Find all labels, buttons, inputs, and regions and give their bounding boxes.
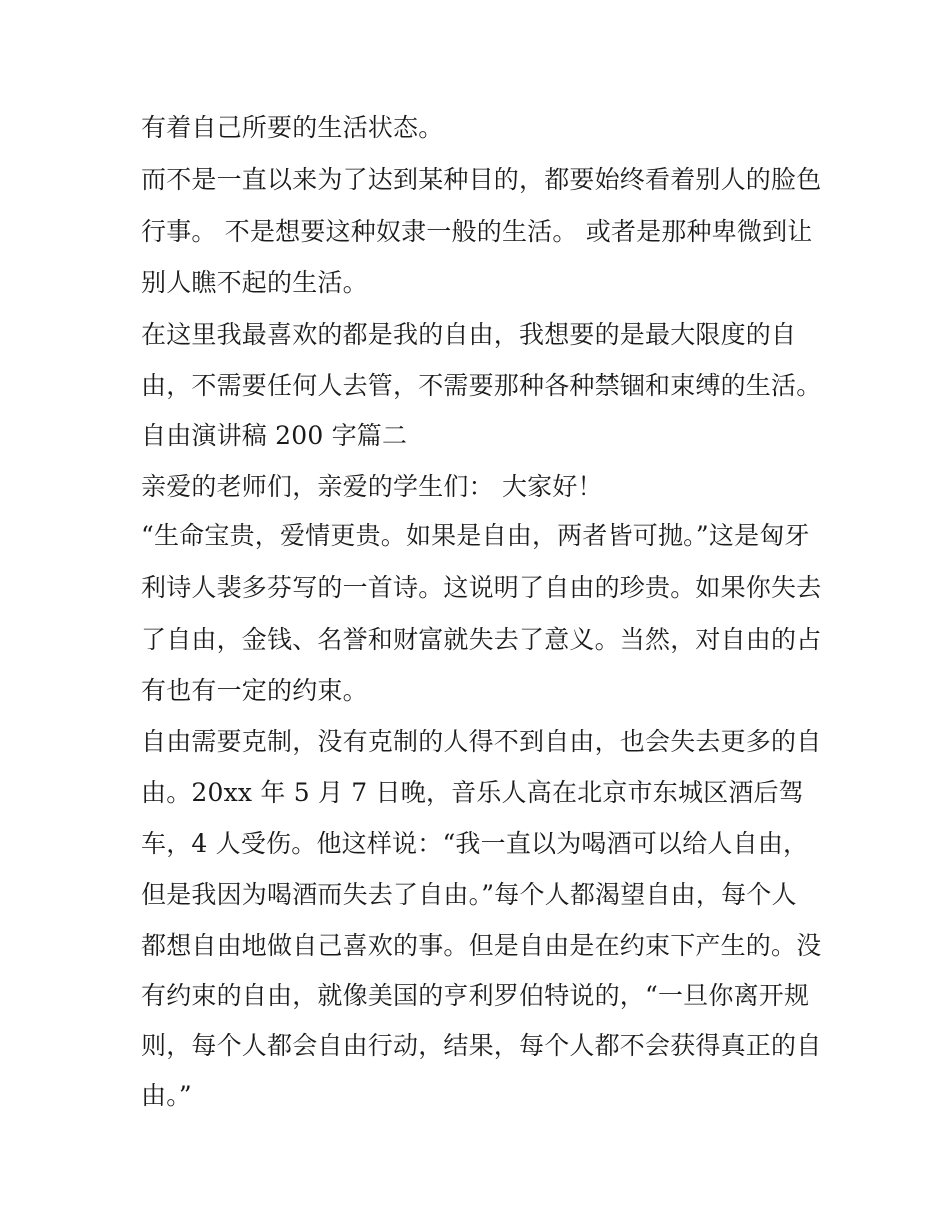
text-line: 车，4 人受伤。他这样说：“我一直以为喝酒可以给人自由， [141,829,809,858]
text-line: 别人瞧不起的生活。 [141,268,368,297]
text-line: 有着自己所要的生活状态。 [141,113,444,142]
text-line: 而不是一直以来为了达到某种目的，都要始终看着别人的脸色 [141,165,822,194]
text-line: 则，每个人都会自由行动，结果，每个人都不会获得真正的自 [141,1031,822,1060]
text-line: 在这里我最喜欢的都是我的自由，我想要的是最大限度的自 [141,320,797,349]
text-line: 由。” [141,1081,192,1110]
text-line: “生命宝贵，爱情更贵。如果是自由，两者皆可抛。”这是匈牙 [141,521,810,550]
text-line: 有也有一定的约束。 [141,676,368,705]
text-line: 了自由，金钱、名誉和财富就失去了意义。当然，对自由的占 [141,625,822,654]
text-line: 亲爱的老师们，亲爱的学生们： 大家好！ [141,472,603,501]
section-heading: 自由演讲稿 200 字篇二 [141,421,408,450]
text-line: 由，不需要任何人去管，不需要那种各种禁锢和束缚的生活。 [141,371,822,400]
text-line: 但是我因为喝酒而失去了自由。”每个人都渴望自由，每个人 [141,880,797,909]
text-line: 有约束的自由，就像美国的亨利罗伯特说的，“一旦你离开规 [141,981,810,1010]
text-line: 利诗人裴多芬写的一首诗。这说明了自由的珍贵。如果你失去 [141,573,822,602]
text-line: 由。20xx 年 5 月 7 日晚，音乐人高在北京市东城区酒后驾 [141,778,804,807]
text-line: 自由需要克制，没有克制的人得不到自由，也会失去更多的自 [141,727,822,756]
text-line: 行事。 不是想要这种奴隶一般的生活。 或者是那种卑微到让 [141,217,813,246]
text-line: 都想自由地做自己喜欢的事。但是自由是在约束下产生的。没 [141,931,822,960]
